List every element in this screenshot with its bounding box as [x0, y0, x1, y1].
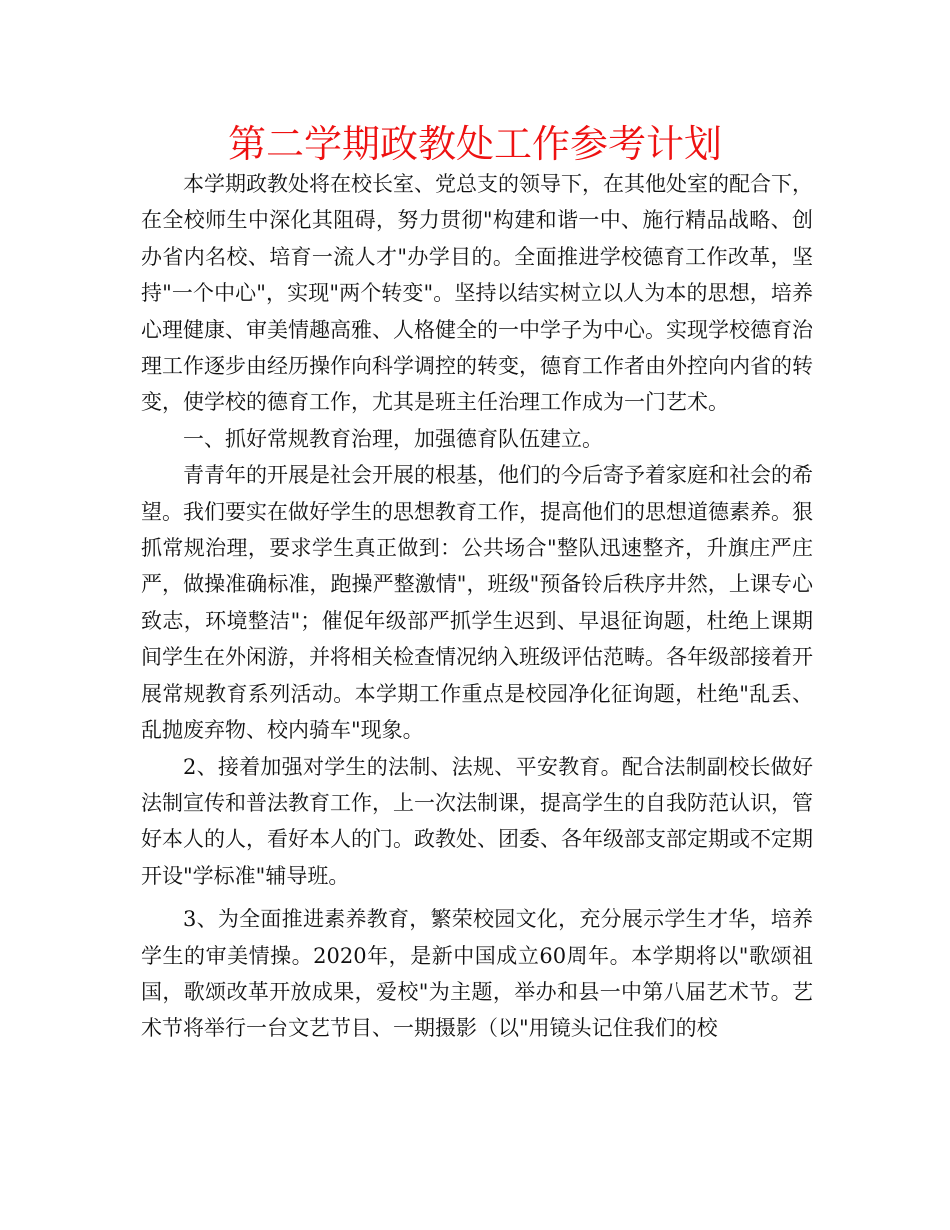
document-title: 第二学期政教处工作参考计划	[227, 122, 722, 166]
paragraph-intro: 本学期政教处将在校长室、党总支的领导下，在其他处室的配合下，在全校师生中深化其阻碍，努力贯彻"构建和谐一中、施行精品战略、创办省内名校、培育一流人才"办学目的。全面推进学校德育工作改革，坚持"一个中心"，实现"两个转变"。坚持以结实树立以人为本的思想，培养心理健康、审美情趣高雅、人格健全的一中学子为中心。实现学校德育治理工作逐步由经历操作向科学调控的转变，德育工作者由外控向内省的转变，使学校的德育工作，尤其是班主任治理工作成为一门艺术。	[141, 172, 813, 415]
paragraph-routine-education: 青青年的开展是社会开展的根基，他们的今后寄予着家庭和社会的希望。我们要实在做好学生的思想教育工作，提高他们的思想道德素养。狠抓常规治理，要求学生真正做到：公共场合"整队迅速整齐，升旗庄严庄严，做操准确标准，跑操严整激情"，班级"预备铃后秩序井然，上课专心致志，环境整洁"；催促年级部严抓学生迟到、早退征询题，杜绝上课期间学生在外闲游，并将相关检查情况纳入班级评估范畴。各年级部接着开展常规教育系列活动。本学期工作重点是校园净化征询题，杜绝"乱丢、乱抛废弃物、校内骑车"现象。	[141, 463, 813, 743]
paragraph-legal-education: 2、接着加强对学生的法制、法规、平安教育。配合法制副校长做好法制宣传和普法教育工作，上一次法制课，提高学生的自我防范认识，管好本人的人，看好本人的门。政教处、团委、各年级部支部定期或不定期开设"学标准"辅导班。	[141, 754, 813, 888]
document-body	[141, 166, 813, 1047]
paragraph-section-1-heading: 一、抓好常规教育治理，加强德育队伍建立。	[183, 426, 603, 451]
paragraph-art-festival: 3、为全面推进素养教育，繁荣校园文化，充分展示学生才华，培养学生的审美情操。2020年，是新中国成立60周年。本学期将以"歌颂祖国，歌颂改革开放成果，爱校"为主题，举办和县一中第八届艺术节。艺术节将举行一台文艺节目、一期摄影（以"用镜头记住我们的校	[141, 907, 813, 1041]
